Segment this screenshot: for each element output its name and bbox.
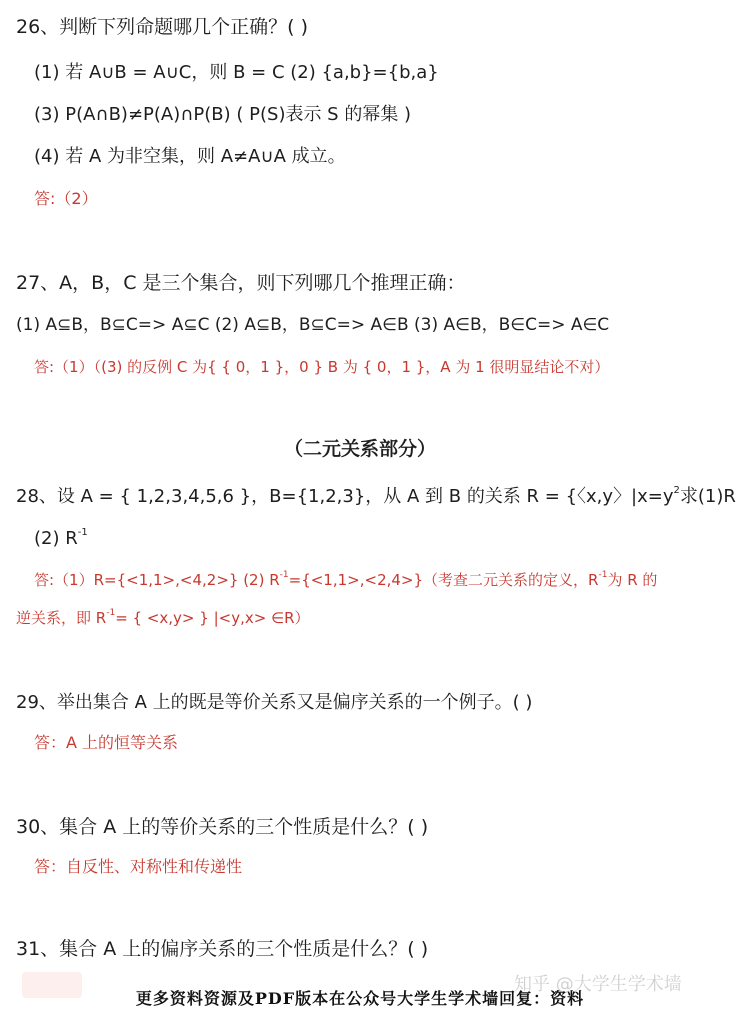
question-28-line-2-text: (2) R: [34, 528, 78, 549]
q28-ans-a: 答:（1）R={<1,1>,<4,2>} (2) R: [34, 571, 280, 589]
question-31-title: 31、集合 A 上的偏序关系的三个性质是什么？( ): [16, 938, 429, 960]
q28-ans-d-sup: -1: [106, 608, 116, 618]
question-26-line-1: (1) 若 A∪B = A∪C，则 B = C (2) {a,b}={b,a}: [34, 62, 439, 83]
question-27-line-1: (1) A⊆B，B⊆C=> A⊆C (2) A⊆B，B⊆C=> A∈B (3) A∈B，B∈C=> A∈C: [16, 315, 610, 335]
q28-ans-b: ={<1,1>,<2,4>}（考查二元关系的定义，R: [288, 571, 599, 589]
q28-ans-b-sup: -1: [598, 570, 608, 580]
question-28-title-sup: 2: [673, 485, 680, 496]
question-28-line-2: [34, 522, 88, 552]
question-29-answer: 答：A 上的恒等关系: [34, 733, 179, 752]
q28-ans-d: 逆关系，即 R: [16, 609, 107, 627]
footer-banner: 更多资料资源及PDF版本在公众号大学生学术墙回复：资料: [135, 989, 585, 1008]
section-heading: （二元关系部分）: [283, 438, 436, 460]
question-28-title-post: 求(1)R: [679, 486, 736, 507]
question-28-title: [16, 480, 736, 510]
q28-ans-a-sup: -1: [279, 570, 289, 580]
question-28-title-pre: 28、设 A = { 1,2,3,4,5,6 }，B={1,2,3}，从 A 到 B 的关系 R = {〈x,y〉|x=y: [16, 486, 674, 507]
question-27-title: 27、A，B，C 是三个集合，则下列哪几个推理正确：: [16, 272, 466, 294]
question-27-answer: 答:（1）（(3) 的反例 C 为{ { 0，1 }，0 } B 为 { 0，1 }，A 为 1 很明显结论不对）: [34, 358, 610, 376]
question-30-answer: 答：自反性、对称性和传递性: [34, 857, 243, 876]
question-26-line-3: (4) 若 A 为非空集，则 A≠A∪A 成立。: [34, 146, 346, 167]
question-28-answer-line-2: [16, 602, 310, 631]
question-26-line-2: (3) P(A∩B)≠P(A)∩P(B) ( P(S)表示 S 的幂集 ): [34, 104, 412, 125]
question-26-answer: 答:（2）: [34, 189, 98, 208]
q28-ans-c: 为 R 的: [607, 571, 658, 589]
question-30-title: 30、集合 A 上的等价关系的三个性质是什么？( ): [16, 816, 429, 838]
question-28-answer-line-1: [34, 564, 657, 593]
question-28-line-2-sup: -1: [77, 527, 88, 538]
watermark: 知乎 @大学生学术墙: [514, 974, 682, 995]
question-29-title: 29、举出集合 A 上的既是等价关系又是偏序关系的一个例子。( ): [16, 692, 533, 713]
question-26-title: 26、判断下列命题哪几个正确？( ): [16, 16, 309, 38]
q28-ans-e: = { <x,y> } |<y,x> ∈R）: [115, 609, 310, 627]
